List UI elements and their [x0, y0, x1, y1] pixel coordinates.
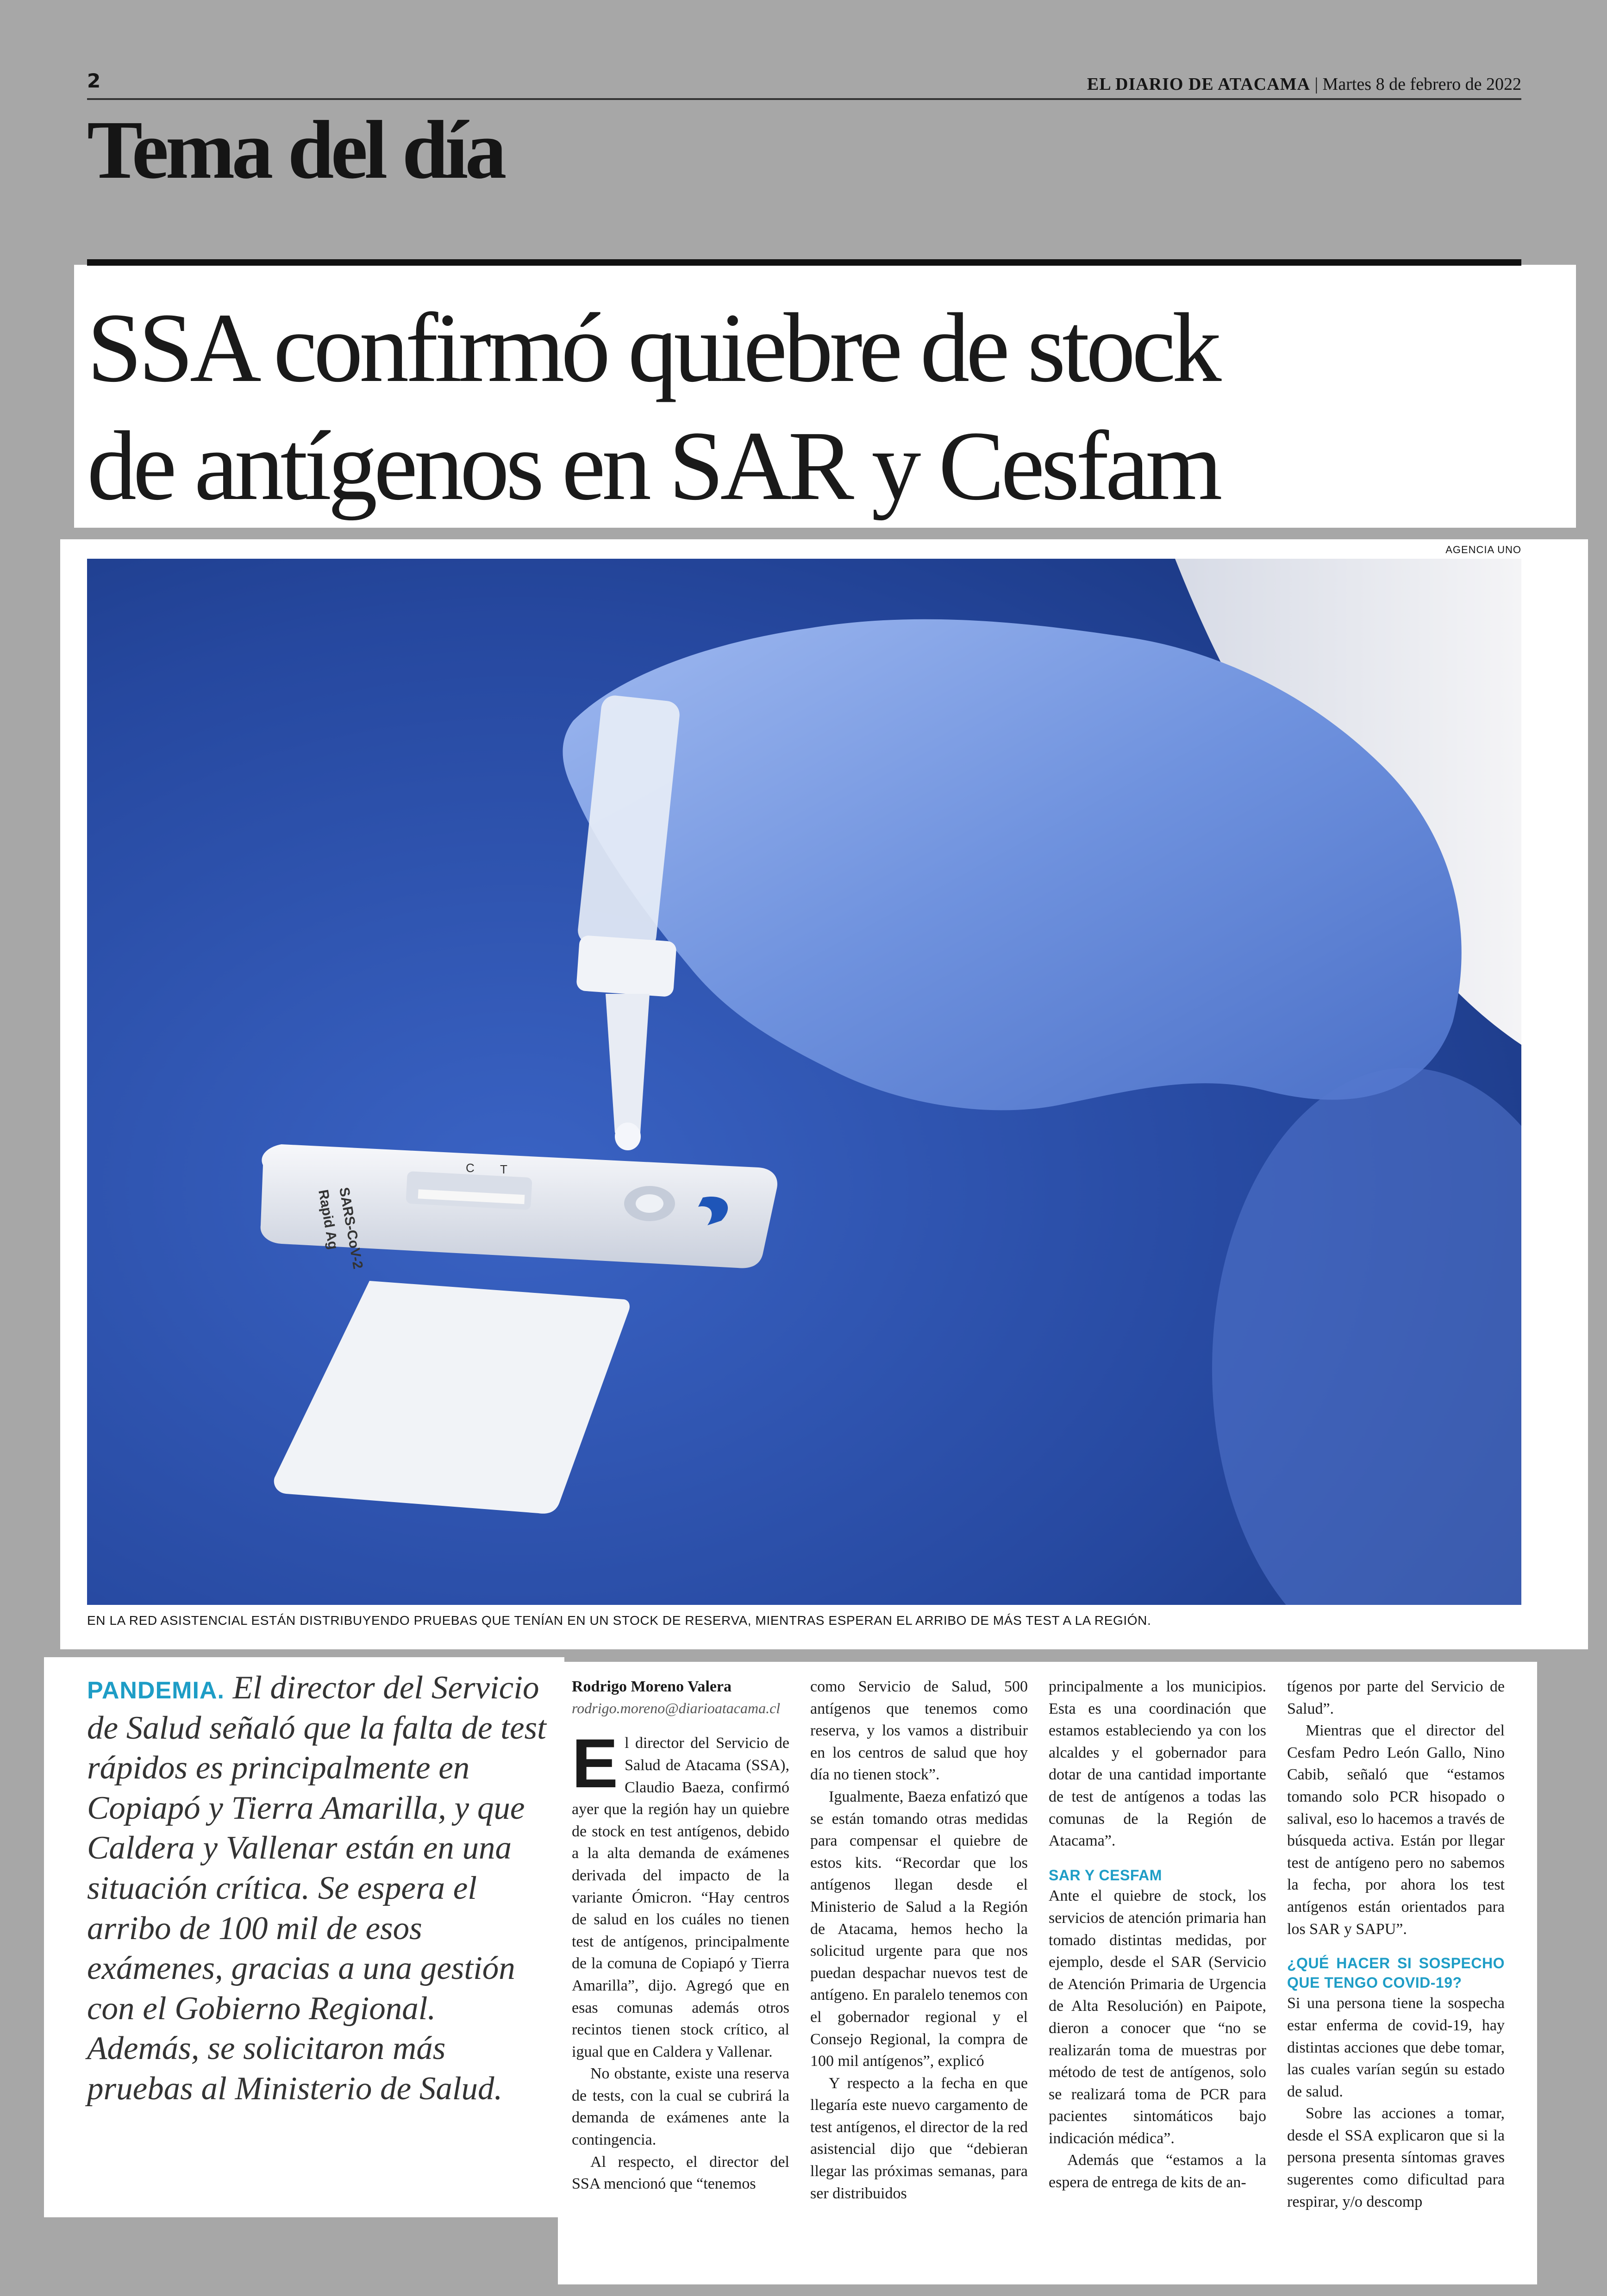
paragraph-3-start: Al respecto, el director del SSA mencionó que “tenemos — [572, 2153, 789, 2193]
header-rule — [87, 98, 1521, 100]
newspaper-name: EL DIARIO DE ATACAMA — [1087, 75, 1310, 94]
paragraph-3-cont: como Servicio de Salud, 500 antígenos que tenemos como reserva, y los vamos a distribuir en los centros de salud que hoy día no tienen stock”. — [810, 1678, 1028, 1784]
subhead-covid: ¿QUÉ HACER SI SOSPECHO QUE TENGO COVID-19? — [1287, 1955, 1505, 1991]
paragraph-4: Igualmente, Baeza enfatizó que se están tomando otras medidas para compensar el quiebre de estos kits. “Recordar que los antígenos llegan desde el Ministerio de Salud a la Región de Atacama, hemos hecho la solicitud urgente para que nos puedan despachar nuevos test de antígeno. En paralelo tenemos con el gobernador regional y el Consejo Regional, la compra de 100 mil antígenos”, explicó — [810, 1788, 1028, 2070]
lead-body: El director del Servicio de Salud señaló que la falta de test rápidos es principalmente en Copiapó y Tierra Amarilla, y que Caldera y Vallenar están en una situación crítica. Se espera el arribo de 100 mil de esos exámenes, gracias a una gestión con el Gobierno Regional. Además, se solicitaron más pruebas al Ministerio de Salud. — [87, 1670, 546, 2107]
paragraph-6: Ante el quiebre de stock, los servicios de atención primaria han tomado distintas medidas, por ejemplo, desde el SAR (Servicio de Atención Primaria de Urgencia de Alta Resolución) en Paipote, dieron a conocer que “no se realizarán toma de muestras por método de test de antígenos, solo se realizará toma de PCR para pacientes sintomáticos bajo indicación médica”. — [1049, 1887, 1266, 2147]
paragraph-7-cont: tígenos por parte del Servicio de Salud”. — [1287, 1678, 1505, 1717]
subhead-sar-cesfam: SAR Y CESFAM — [1049, 1866, 1162, 1884]
masthead: EL DIARIO DE ATACAMA | Martes 8 de febrero de 2022 — [1087, 75, 1521, 94]
dropcap: E — [572, 1724, 619, 1803]
paragraph-5-start: Y respecto a la fecha en que llegaría este nuevo cargamento de test antígenos, el director de la red asistencial dijo que “debieran llegar las próximas semanas, para ser distribuidos — [810, 2074, 1028, 2202]
lead-text — [87, 1668, 550, 2109]
byline-email: rodrigo.moreno@diarioatacama.cl — [572, 1699, 781, 1716]
headline-line-2: de antígenos en SAR y Cesfam — [87, 411, 1219, 521]
paragraph-1: l director del Servicio de Salud de Atacama (SSA), Claudio Baeza, confirmó ayer que la región hay un quiebre de stock en test antígenos, debido a la alta demanda de exámenes derivada del impacto de la variante Ómicron. “Hay centros de salud en los cuáles no tienen test de antígenos, principalmente de la comuna de Copiapó y Tierra Amarilla”, dijo. Agregó que en esas comunas además otros recintos tienen stock crítico, al igual que en Caldera y Vallenar. — [572, 1734, 789, 2060]
section-title: Tema del día — [87, 104, 504, 196]
article-column-1 — [572, 1676, 789, 2195]
test-mark: T — [500, 1162, 507, 1176]
paragraph-2: No obstante, existe una reserva de tests, con la cual se cubrirá la demanda de exámenes ante la contingencia. — [572, 2065, 789, 2149]
issue-date: Martes 8 de febrero de 2022 — [1322, 75, 1521, 94]
paragraph-8: Mientras que el director del Cesfam Pedro León Gallo, Nino Cabib, señaló que “estamos tomando solo PCR hisopado o salival, eso lo hacemos a través de búsqueda activa. Están por llegar test de antígeno pero no sabemos la fecha, por ahora los test antígenos están orientados para los SAR y SAPU”. — [1287, 1722, 1505, 1938]
photo-caption: EN LA RED ASISTENCIAL ESTÁN DISTRIBUYENDO PRUEBAS QUE TENÍAN EN UN STOCK DE RESERVA, MIENTRAS ESPERAN EL ARRIBO DE MÁS TEST A LA REGIÓN. — [87, 1613, 1151, 1628]
page-number: 2 — [87, 69, 101, 92]
paragraph-9: Si una persona tiene la sospecha estar enferma de covid-19, hay distintas acciones que debe tomar, las cuales varían según su estado de salud. — [1287, 1995, 1505, 2100]
antigen-test-illustration — [87, 559, 1521, 1605]
article-column-3 — [1049, 1676, 1266, 2194]
headline-rule — [87, 259, 1521, 266]
photo-credit: AGENCIA UNO — [1445, 544, 1521, 555]
paragraph-5-cont: principalmente a los municipios. Esta es una coordinación que estamos estableciendo ya con los alcaldes y el gobernador para dotar de una cantidad importante de test de antígenos a todas las comunas de la Región de Atacama”. — [1049, 1678, 1266, 1850]
article-column-2 — [810, 1676, 1028, 2204]
headline-line-1: SSA confirmó quiebre de stock — [87, 293, 1218, 403]
byline-name: Rodrigo Moreno Valera — [572, 1678, 732, 1695]
paragraph-7-start: Además que “estamos a la espera de entrega de kits de an- — [1049, 2152, 1266, 2191]
article-column-4 — [1287, 1676, 1505, 2213]
control-mark: C — [466, 1161, 475, 1175]
headline — [87, 289, 1569, 525]
lead-kicker: PANDEMIA. — [87, 1677, 225, 1704]
test-label-1: SARS-CoV-2 — [336, 1186, 366, 1270]
main-photo — [87, 559, 1521, 1605]
test-label-2: Rapid Ag — [315, 1188, 341, 1251]
paragraph-10: Sobre las acciones a tomar, desde el SSA explicaron que si la persona presenta síntomas graves sugerentes como dificultad para respirar, y/o descomp — [1287, 2105, 1505, 2210]
